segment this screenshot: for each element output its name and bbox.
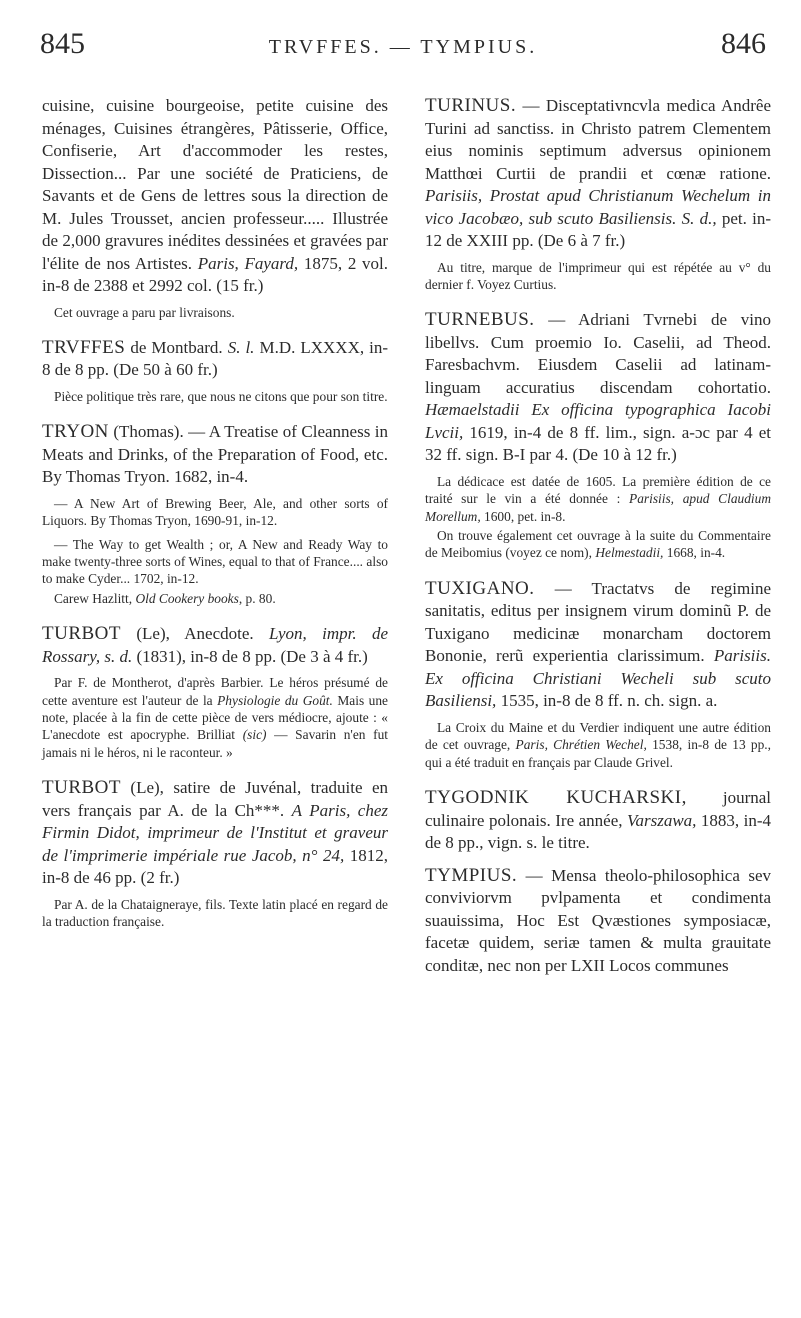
entry-collation: pet. in-12 de XXIII pp. (De 6 à 7 fr.) xyxy=(425,208,772,250)
note-text: Carew Hazlitt, xyxy=(54,590,133,606)
entry-headword: TRYON xyxy=(42,421,109,443)
entry-text: — Disceptativncvla medica Andrêe Turini ad sanctiss. in Christo patrem Clementem eius nominis septimum adversus opinionem Matthœi Curtii de prandii et cœnæ ratione. xyxy=(425,96,771,183)
entry-text: — Tractatvs de regimine sanitatis, editus per insignem virum dominũ P. de Tuxigano medicinæ monarcham doctorem Bononie, rerũ experientia clarissimum. xyxy=(425,578,771,666)
entry-turbot-satire xyxy=(42,777,388,890)
entry-imprint: Varszawa, xyxy=(626,810,697,830)
page-header xyxy=(40,26,766,66)
entry-collation: M.D. LXXXX, in-8 de 8 pp. (De 50 à 60 fr.) xyxy=(42,337,388,380)
entry-imprint: Hæmaelstadii Ex officina typographica Iacobi Lvcii, xyxy=(425,400,771,442)
running-head: TRVFFES. — TYMPIUS. xyxy=(268,36,538,58)
entry-note: Pièce politique très rare, que nous ne citons que pour son titre. xyxy=(54,388,388,404)
entry-text: de Montbard. xyxy=(130,337,223,357)
note-text: 1668, in-4. xyxy=(666,545,726,561)
note-text: Mais une note, placée à la fin de cette pièce de vers médiocre, ajoute : « L'anecdote est apocryphe. Brilliat xyxy=(42,692,388,743)
note-text: La Croix du Maine et du Verdier indiquent une autre édition de cet ouvrage, xyxy=(425,719,771,753)
entry-collation: 1875, 2 vol. in-8 de 2388 et 2992 col. (15 fr.) xyxy=(42,253,388,295)
entry-note xyxy=(425,473,771,525)
entry-tryon xyxy=(42,421,388,489)
entry-text: (Le), satire de Juvénal, traduite en vers français par A. de la Ch***. xyxy=(42,778,388,820)
entry-collation: 1883, in-4 de 8 pp., vign. s. le titre. xyxy=(425,810,772,853)
note-sic: (sic) xyxy=(242,727,267,743)
entry-note: Au titre, marque de l'imprimeur qui est répétée au v° du dernier f. Voyez Curtius. xyxy=(425,259,771,292)
note-text: , p. 80. xyxy=(238,590,276,606)
note-imprint: Paris, Chrétien Wechel, xyxy=(515,737,647,753)
entry-headword: TRVFFES xyxy=(42,336,126,358)
entry-collation: 1812, in-8 de 46 pp. (2 fr.) xyxy=(42,845,388,888)
note-text: 1538, in-8 de 13 pp., qui a été traduit en français par Claude Grivel. xyxy=(425,737,771,770)
entry-headword: TYMPIUS. xyxy=(425,864,518,886)
entry-headword: TURBOT xyxy=(42,623,121,645)
entry-imprint: A Paris, chez Firmin Didot, imprimeur de l'Institut et graveur de l'imprimerie impériale rue Jacob, n° 24, xyxy=(42,800,388,865)
entry-headword: TURINUS. xyxy=(425,95,517,116)
entry-note xyxy=(42,674,388,761)
entry-imprint: Paris, Fayard, xyxy=(197,253,299,273)
note-imprint: Parisiis, apud Claudium Morellum, xyxy=(425,491,771,524)
entry-collation: (1831), in-8 de 8 pp. (De 3 à 4 fr.) xyxy=(136,646,368,666)
entry-note: Cet ouvrage a paru par livraisons. xyxy=(54,304,235,320)
entry-turinus xyxy=(425,95,771,253)
entry-text: cuisine, cuisine bourgeoise, petite cuisine des ménages, Cuisines étrangères, Pâtisserie, Office, Confiserie, Art d'accommoder les restes, Dissection... Par une société de Praticiens, de Savants et de Gens de lettres sous la direction de M. Jules Trousset, ancien professeur..... Illustrée de 2,000 gravures inédites dessinées et gravées par l'élite de nos Artistes. xyxy=(42,96,388,273)
entry-note: — The Way to get Wealth ; or, A New and Ready Way to make twenty-three sorts of Wines, equal to that of France.... also to make Cyder... 1702, in-12. xyxy=(42,536,388,587)
entry-tygodnik xyxy=(425,787,771,855)
entry-imprint: S. l. xyxy=(227,337,255,357)
entry-imprint: Lyon, impr. de Rossary, s. d. xyxy=(42,624,389,666)
page-number-right: 846 xyxy=(721,27,766,60)
entry-headword: TURBOT xyxy=(42,777,121,799)
entry-note xyxy=(425,527,771,562)
note-text: On trouve également cet ouvrage à la suite du Commentaire de Meibomius (voyez ce nom), xyxy=(425,528,771,561)
entry-collation: 1535, in-8 de 8 ff. n. ch. sign. a. xyxy=(500,691,718,711)
entry-note xyxy=(425,719,771,771)
entry-tympius xyxy=(425,865,771,978)
entry-trvffes xyxy=(42,337,388,382)
entry-text: — Mensa theolo-philosophica sev conviviorvm pvlpamenta et condimenta suauissima, Hoc Est Qvæstiones symposiacæ, facetæ quidem, seriæ tamen & multa grauitate conditæ, nec non per LXII Locos communes xyxy=(425,865,772,975)
entry-headword: TUXIGANO. xyxy=(425,577,535,599)
entry-headword: TYGODNIK KUCHARSKI, xyxy=(425,787,687,809)
entry-text: (Le), Anecdote. xyxy=(136,624,254,644)
entry-note xyxy=(42,590,388,607)
entry-cuisine-continued xyxy=(42,95,388,298)
entry-text: journal culinaire polonais. Ire année, xyxy=(425,788,772,830)
entry-note: — A New Art of Brewing Beer, Ale, and other sorts of Liquors. By Thomas Tryon, 1690-91, in-12. xyxy=(42,495,388,529)
entry-text: (Thomas). — A Treatise of Cleanness in Meats and Drinks, of the Preparation of Food, etc. By Thomas Tryon. 1682, in-4. xyxy=(42,422,389,487)
entry-imprint: Parisiis. Ex officina Christiani Wecheli sub scuto Basiliensi, xyxy=(425,646,771,711)
note-imprint: Helmestadii, xyxy=(595,545,664,561)
note-text: La dédicace est datée de 1605. La première édition de ce traité sur le vin a été donnée : xyxy=(425,473,771,507)
note-text: Par F. de Montherot, d'après Barbier. Le héros présumé de cette aventure est l'auteur de la xyxy=(42,675,388,708)
entry-turnebus xyxy=(425,309,771,467)
entry-turbot-anecdote xyxy=(42,623,388,668)
entry-collation: 1619, in-4 de 8 ff. lim., sign. a-ɔc par 4 et 32 ff. sign. B-I par 4. (De 10 à 12 fr.) xyxy=(425,422,772,465)
entry-note: Par A. de la Chataigneraye, fils. Texte latin placé en regard de la traduction française. xyxy=(42,896,388,930)
right-column xyxy=(425,95,771,977)
note-text: 1600, pet. in-8. xyxy=(484,508,566,524)
page-number-left: 845 xyxy=(40,27,85,60)
entry-tuxigano xyxy=(425,578,771,713)
note-title: Old Cookery books xyxy=(135,590,239,606)
entry-imprint: Parisiis, Prostat apud Christianum Wechelum in vico Jacobæo, sub scuto Basiliensis. S. d., xyxy=(425,186,771,228)
entry-headword: TURNEBUS. xyxy=(425,309,535,331)
note-title: Physiologie du Goût. xyxy=(217,692,333,708)
note-text: — Savarin n'en fut jamais ni le héros, ni le raconteur. » xyxy=(42,727,388,760)
entry-text: — Adriani Tvrnebi de vino libellvs. Cum proemio Io. Caselii, ad Theod. Faresbachvm. Eiusdem Caselii ad latinam-linguam accuratius discendam cohortatio. xyxy=(425,310,771,397)
left-column xyxy=(42,95,388,931)
